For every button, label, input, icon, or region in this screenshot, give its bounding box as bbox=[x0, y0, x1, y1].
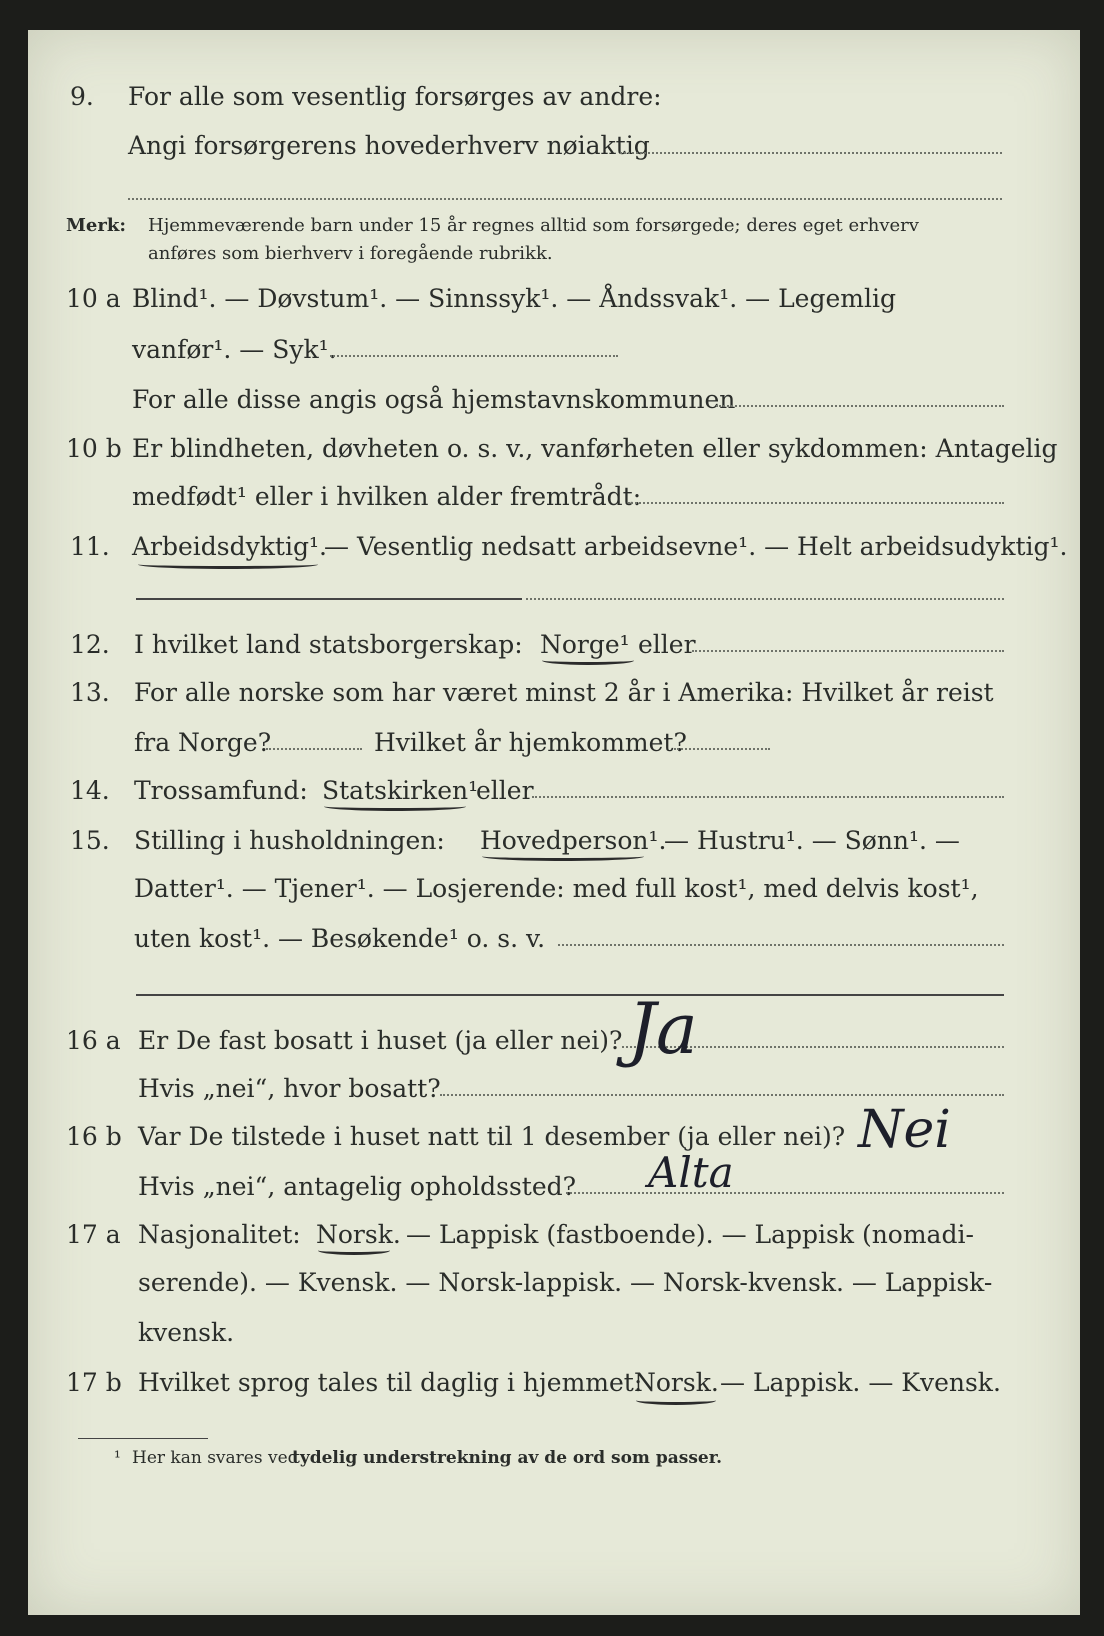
q13-text-2b: Hvilket år hjemkommet? bbox=[374, 728, 687, 757]
q16b-text-2: Hvis „nei“, antagelig opholdssted? bbox=[138, 1172, 577, 1201]
q17a-text-1: Nasjonalitet: bbox=[138, 1220, 301, 1249]
q12-answer-line bbox=[692, 650, 1004, 652]
q14-text-eller: eller bbox=[476, 776, 534, 805]
q15-text-2: Datter¹. — Tjener¹. — Losjerende: med full kost¹, med delvis kost¹, bbox=[134, 874, 979, 903]
footnote-mark: ¹ bbox=[114, 1448, 121, 1468]
q15-text-3: uten kost¹. — Besøkende¹ o. s. v. bbox=[134, 924, 546, 953]
q15-answer-line-2 bbox=[136, 994, 1004, 996]
q13-text-2a: fra Norge? bbox=[134, 728, 272, 757]
q17b-text-b: — Lappisk. — Kvensk. bbox=[720, 1368, 1001, 1397]
footnote-text: Her kan svares ved bbox=[132, 1448, 299, 1468]
q9-text-1: For alle som vesentlig forsørges av andre: bbox=[128, 82, 662, 111]
q10b-answer-line bbox=[628, 502, 1004, 504]
merk-text-2: anføres som bierhverv i foregående rubrikk. bbox=[148, 243, 553, 264]
q13-text-1: For alle norske som har været minst 2 år i Amerika: Hvilket år reist bbox=[134, 678, 994, 707]
q12-option-norge: Norge¹ bbox=[540, 630, 630, 659]
q17b-number: 17 b bbox=[66, 1368, 122, 1397]
q11-text: — Vesentlig nedsatt arbeidsevne¹. — Helt arbeidsudyktig¹. bbox=[324, 532, 1068, 561]
q17a-underline-mark bbox=[318, 1246, 390, 1255]
q13-answer-line-1 bbox=[266, 748, 362, 750]
merk-text-1: Hjemmeværende barn under 15 år regnes alltid som forsørgede; deres eget erhverv bbox=[148, 215, 919, 236]
q12-underline-mark bbox=[542, 656, 634, 665]
q9-number: 9. bbox=[70, 82, 94, 111]
q16b-text-1: Var De tilstede i huset natt til 1 desember (ja eller nei)? bbox=[138, 1122, 846, 1151]
q15-underline-mark bbox=[482, 852, 644, 861]
q15-text-1: Stilling i husholdningen: bbox=[134, 826, 445, 855]
q10b-text-2: medfødt¹ eller i hvilken alder fremtrådt: bbox=[132, 482, 642, 511]
q13-number: 13. bbox=[70, 678, 110, 707]
q10a-text-1: Blind¹. — Døvstum¹. — Sinnssyk¹. — Åndssvak¹. — Legemlig bbox=[132, 284, 896, 313]
q12-text-eller: eller bbox=[638, 630, 696, 659]
q17b-text: Hvilket sprog tales til daglig i hjemmet: bbox=[138, 1368, 643, 1397]
q14-answer-line bbox=[532, 796, 1004, 798]
q11-underline-mark bbox=[138, 560, 318, 569]
q9-answer-line-2 bbox=[128, 198, 1002, 200]
q15-number: 15. bbox=[70, 826, 110, 855]
q10a-text-2: vanfør¹. — Syk¹. bbox=[132, 335, 337, 364]
q16b-answer-line bbox=[566, 1192, 1004, 1194]
q15-option-hovedperson: Hovedperson¹. bbox=[480, 826, 667, 855]
q16a-text-1: Er De fast bosatt i huset (ja eller nei)? bbox=[138, 1026, 623, 1055]
q14-underline-mark bbox=[324, 802, 466, 811]
q17a-text-2: serende). — Kvensk. — Norsk-lappisk. — Norsk-kvensk. — Lappisk- bbox=[138, 1268, 993, 1297]
q9-text-2: Angi forsørgerens hovederhverv nøiaktig bbox=[128, 131, 650, 160]
q10a-answer-line-1 bbox=[330, 355, 618, 357]
q12-number: 12. bbox=[70, 630, 110, 659]
q11-option-arbeidsdyktig: Arbeidsdyktig¹. bbox=[132, 532, 327, 561]
q15-answer-line-1 bbox=[558, 944, 1004, 946]
footnote-rule bbox=[78, 1438, 208, 1439]
q10a-number: 10 a bbox=[66, 284, 121, 313]
q16a-answer-line-2 bbox=[440, 1094, 1004, 1096]
q10a-text-3: For alle disse angis også hjemstavnskommunen bbox=[132, 385, 736, 414]
q16a-number: 16 a bbox=[66, 1026, 121, 1055]
q12-text: I hvilket land statsborgerskap: bbox=[134, 630, 523, 659]
q16a-handwritten-answer: Ja bbox=[628, 988, 698, 1070]
q15-text-1b: — Hustru¹. — Sønn¹. — bbox=[664, 826, 960, 855]
q17b-underline-mark bbox=[636, 1396, 716, 1405]
footnote-bold-text: tydelig understrekning av de ord som passer. bbox=[292, 1448, 723, 1468]
q10b-text-1: Er blindheten, døvheten o. s. v., vanførheten eller sykdommen: Antagelig bbox=[132, 434, 1058, 463]
q13-answer-line-2 bbox=[674, 748, 770, 750]
merk-label: Merk: bbox=[66, 215, 126, 236]
census-form-page bbox=[28, 30, 1080, 1615]
q17a-text-3: kvensk. bbox=[138, 1318, 235, 1347]
q14-text: Trossamfund: bbox=[134, 776, 308, 805]
q9-answer-line-1 bbox=[620, 152, 1002, 154]
q11-answer-line-b bbox=[526, 598, 1004, 600]
q17a-number: 17 a bbox=[66, 1220, 121, 1249]
q10a-answer-line-2 bbox=[716, 405, 1004, 407]
q17a-option-norsk: Norsk. bbox=[316, 1220, 401, 1249]
q17a-text-1b: — Lappisk (fastboende). — Lappisk (nomadi- bbox=[406, 1220, 974, 1249]
q16b-number: 16 b bbox=[66, 1122, 122, 1151]
q14-number: 14. bbox=[70, 776, 110, 805]
q14-option-statskirken: Statskirken¹ bbox=[322, 776, 479, 805]
q16a-text-2: Hvis „nei“, hvor bosatt? bbox=[138, 1074, 441, 1103]
q16b-handwritten-answer-1: Nei bbox=[858, 1100, 951, 1160]
q10b-number: 10 b bbox=[66, 434, 122, 463]
q11-number: 11. bbox=[70, 532, 110, 561]
q17b-option-norsk: Norsk. bbox=[634, 1368, 719, 1397]
q16b-handwritten-answer-2: Alta bbox=[648, 1148, 734, 1197]
q11-answer-line-a bbox=[136, 598, 522, 600]
